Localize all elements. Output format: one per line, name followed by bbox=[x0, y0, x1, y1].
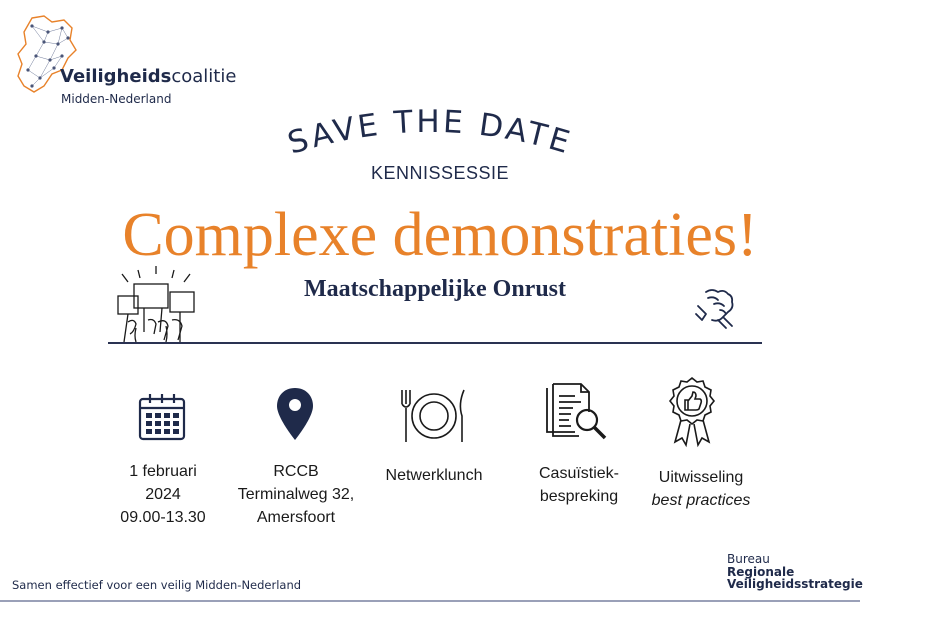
location-name: RCCB bbox=[273, 463, 319, 480]
logo-title: Veiligheidscoalitie bbox=[60, 66, 237, 87]
feature-location bbox=[226, 460, 366, 529]
plate-cutlery-icon bbox=[398, 386, 470, 446]
location-city: Amersfoort bbox=[256, 509, 336, 526]
bureau-logo bbox=[727, 553, 863, 591]
location-pin-icon bbox=[275, 386, 315, 442]
bureau-line3: Veiligheidsstrategie bbox=[727, 577, 863, 591]
date-time: 09.00-13.30 bbox=[120, 509, 206, 526]
best-practices-line2: best practices bbox=[651, 492, 751, 509]
location-street: Terminalweg 32, bbox=[237, 486, 355, 503]
case-line1: Casuïstiek- bbox=[538, 465, 620, 482]
feature-best-practices bbox=[636, 466, 766, 512]
date-day: 1 februari bbox=[129, 463, 197, 480]
footer-divider bbox=[0, 600, 860, 602]
divider-line bbox=[108, 342, 762, 344]
best-practices-line1: Uitwisseling bbox=[658, 469, 744, 486]
save-the-date-text: SAVE THE DATE bbox=[283, 103, 577, 162]
lunch-label: Netwerklunch bbox=[385, 467, 483, 484]
feature-case-discussion bbox=[524, 462, 634, 508]
event-type: KENNISSESSIE bbox=[370, 163, 510, 183]
calendar-icon bbox=[137, 392, 187, 442]
case-line2: bespreking bbox=[539, 488, 619, 505]
main-title: Complexe demonstraties! bbox=[122, 201, 758, 269]
svg-text:SAVE THE DATE bbox=[284, 104, 577, 162]
thumbs-up-badge-icon bbox=[665, 376, 719, 448]
logo-region: Midden-Nederland bbox=[61, 92, 172, 106]
feature-date bbox=[108, 460, 218, 529]
protest-illustration bbox=[114, 262, 200, 344]
document-search-icon bbox=[545, 382, 607, 440]
fist-icon bbox=[692, 284, 740, 332]
bureau-line2: Regionale bbox=[727, 564, 795, 579]
footer-tagline: Samen effectief voor een veilig Midden-Nederland bbox=[12, 578, 302, 592]
feature-lunch bbox=[374, 464, 494, 487]
bureau-line1: Bureau bbox=[727, 552, 770, 566]
save-the-date-heading bbox=[260, 100, 600, 170]
subtitle: Maatschappelijke Onrust bbox=[303, 276, 566, 302]
date-year: 2024 bbox=[145, 486, 181, 503]
